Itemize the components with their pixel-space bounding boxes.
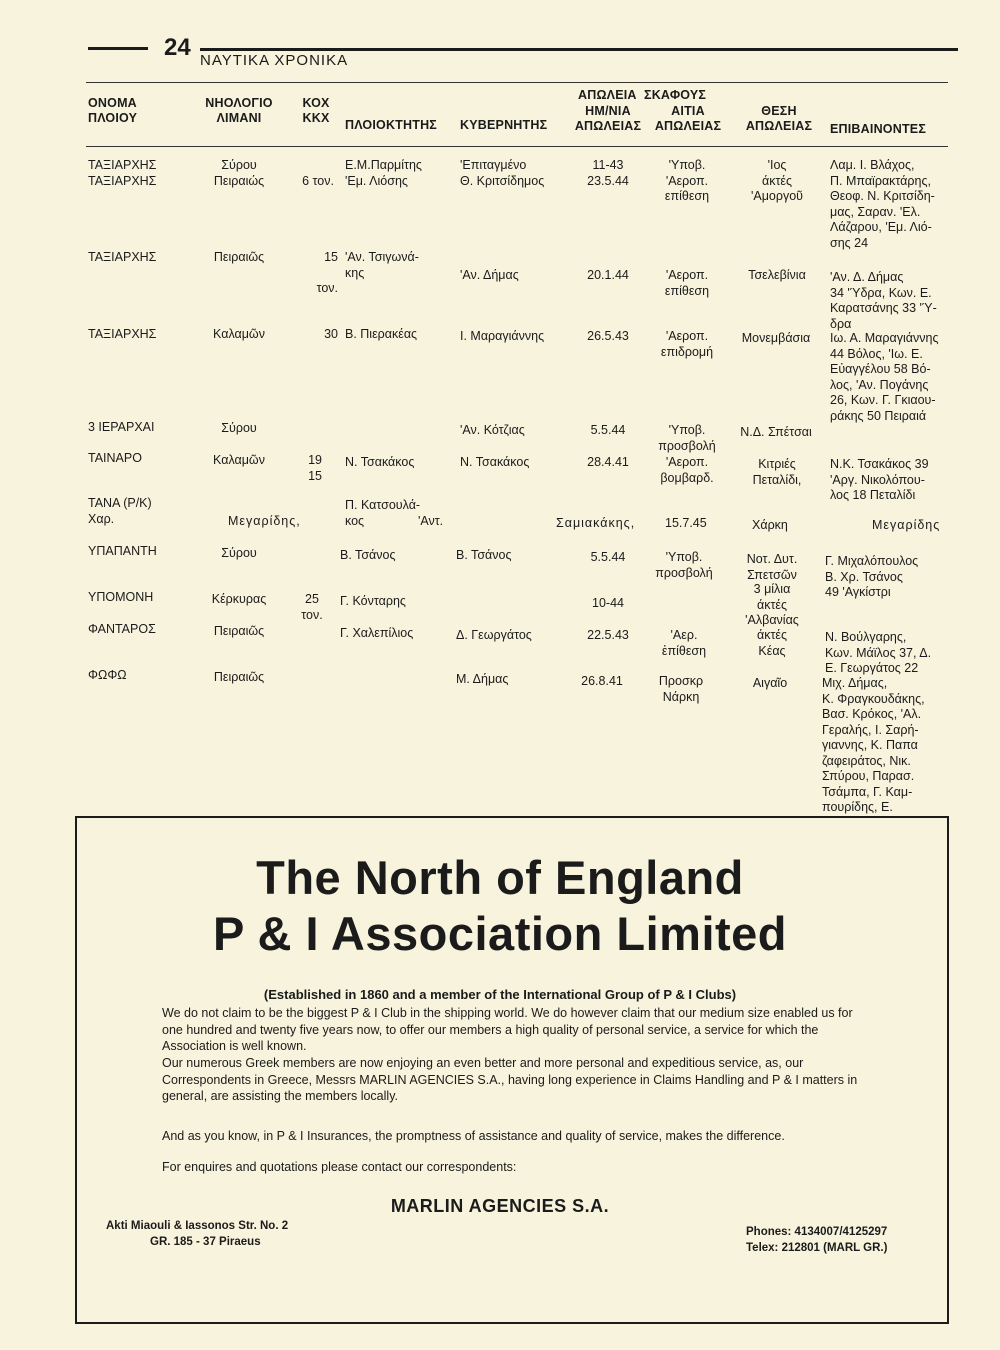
- row-7-date: 10-44: [592, 596, 624, 610]
- row-1-registry: Πειραιῶς: [213, 250, 265, 264]
- row-4-cause: 'Αεροπ. βομβαρδ.: [660, 455, 714, 485]
- page-header: [88, 34, 958, 70]
- page-number: 24: [164, 34, 191, 61]
- row-3-captain: 'Αν. Κότζιας: [460, 423, 525, 437]
- row-4-registry: Καλαμῶν: [213, 453, 265, 467]
- row-9-registry: Πειραιῶς: [213, 670, 265, 684]
- row-5-date: 15.7.45: [665, 516, 707, 530]
- row-1-location: Τσελεβίνια: [748, 268, 806, 282]
- row-4-owner: Ν. Τσακάκος: [345, 455, 415, 469]
- row-7-name: ΥΠΟΜΟΝΗ: [88, 590, 154, 604]
- ad-paragraph-3: And as you know, in P & I Insurances, the promptness of assistance and quality of service, makes the difference.: [162, 1129, 785, 1143]
- row-8-location: άκτές Κέας: [756, 628, 787, 658]
- table-header-rule: [86, 146, 948, 147]
- row-7-owner: Γ. Κόνταρης: [340, 594, 406, 608]
- col-header-captain: ΚΥΒΕΡΝΗΤΗΣ: [460, 118, 548, 132]
- row-8-date: 22.5.43: [587, 628, 629, 642]
- row-0-tonnage: 6 τον.: [302, 173, 334, 188]
- row-6-registry: Σύρου: [221, 546, 257, 560]
- row-5-location: Χάρκη: [752, 518, 788, 532]
- row-3-name: 3 ΙΕΡΑΡΧΑΙ: [88, 420, 155, 434]
- row-4-captain: Ν. Τσακάκος: [460, 455, 530, 469]
- ad-title-line1: The North of England: [256, 851, 744, 904]
- table-top-rule: [86, 82, 948, 83]
- publication-title: ΝΑΥΤΙΚΑ ΧΡΟΝΙΚΑ: [200, 52, 349, 69]
- row-9-name: ΦΩΦΩ: [88, 668, 127, 682]
- row-9-location: Αιγαῖο: [752, 676, 788, 690]
- row-1-owner: 'Αν. Τσιγωνά- κης: [345, 250, 419, 280]
- row-9-captain: Μ. Δήμας: [456, 672, 509, 686]
- row-4-date: 28.4.41: [587, 455, 629, 469]
- row-0-captain: 'Επιταγμένο Θ. Κριτσίδημος: [460, 158, 545, 188]
- ad-title-line2: P & I Association Limited: [213, 907, 787, 960]
- row-8-owner: Γ. Χαλεπίλιος: [340, 626, 414, 640]
- header-rule-left: [88, 47, 148, 50]
- row-5-crew: Μεγαρίδης: [872, 518, 941, 532]
- row-5-cause: Σαμιακάκης,: [556, 516, 636, 530]
- row-2-registry: Καλαμῶν: [213, 327, 265, 341]
- row-8-crew: Ν. Βούλγαρης, Κων. Μάϊλος 37, Δ. Ε. Γεωργάτος 22: [825, 630, 932, 675]
- ad-paragraph-4: For enquires and quotations please contact our correspondents:: [162, 1160, 517, 1174]
- row-5-name: ΤΑΝΑ (Ρ/Κ) Χαρ.: [88, 496, 152, 526]
- row-0-owner: Ε.Μ.Παρμίτης 'Εμ. Λιόσης: [345, 158, 422, 188]
- row-1-captain: 'Αν. Δήμας: [460, 268, 519, 282]
- col-header-tonnage: ΚΟΧ ΚΚΧ: [302, 96, 330, 125]
- row-1-name: ΤΑΞΙΑΡΧΗΣ: [88, 250, 157, 264]
- col-header-owner: ΠΛΟΙΟΚΤΗΤΗΣ: [345, 118, 438, 132]
- row-2-cause: 'Αεροπ. επιδρομή: [660, 329, 714, 359]
- row-1-tonnage: 15 τον.: [316, 250, 338, 295]
- col-header-crew: ΕΠΙΒΑΙΝΟΝΤΕΣ: [830, 122, 927, 136]
- row-5-owner: Π. Κατσουλά- κος: [345, 498, 421, 528]
- col-header-registry: ΝΗΟΛΟΓΙΟ ΛΙΜΑΝΙ: [205, 96, 273, 125]
- row-2-tonnage: 30: [324, 327, 338, 341]
- ad-company-name: MARLIN AGENCIES S.A.: [390, 1196, 610, 1216]
- row-2-location: Μονεμβάσια: [741, 331, 811, 345]
- row-2-captain: Ι. Μαραγιάννης: [460, 329, 545, 343]
- row-9-crew: Μιχ. Δήμας, Κ. Φραγκουδάκης, Βασ. Κρόκος, 'Αλ. Γεραλής, Ι. Σαρή- γιαννης, Κ. Παπα ζαφειράτος, Νικ. Σπύρου, Παρασ. Τσάμπα, Γ. Καμ- πουρίδης, Ε.: [822, 676, 925, 814]
- header-rule-right: [200, 48, 958, 51]
- row-0-name: ΤΑΞΙΑΡΧΗΣ ΤΑΞΙΑΡΧΗΣ: [88, 158, 157, 188]
- row-0-location: 'Ιος άκτές 'Αμοργοῦ: [750, 158, 804, 203]
- row-4-location: Κιτριές Πεταλίδι,: [752, 457, 802, 487]
- ad-paragraph-2: Our numerous Greek members are now enjoying an even better and more personal and expeditious service, as, our Correspondents in Greece, Messrs MARLIN AGENCIES S.A., having long experience in Claims Handling and P & I matters in general, are assisting the members locally.: [162, 1056, 858, 1103]
- row-1-cause: 'Αεροπ. επίθεση: [664, 268, 710, 298]
- row-9-date: 26.8.41: [581, 674, 623, 688]
- ad-telex: Telex: 212801 (MARL GR.): [746, 1242, 888, 1254]
- row-2-date: 26.5.43: [587, 329, 629, 343]
- row-6-cause: 'Υποβ. προσβολή: [655, 550, 713, 580]
- row-6-owner: Β. Τσάνος: [340, 548, 396, 562]
- ad-address-line1: Akti Miaouli & Iassonos Str. No. 2: [106, 1220, 289, 1232]
- row-5-registry: Μεγαρίδης,: [228, 514, 301, 528]
- row-8-name: ΦΑΝΤΑΡΟΣ: [88, 622, 156, 636]
- col-header-location: ΘΕΣΗ ΑΠΩΛΕΙΑΣ: [745, 104, 813, 133]
- row-3-date: 5.5.44: [590, 423, 626, 437]
- row-0-crew: Λαμ. Ι. Βλάχος, Π. Μπαϊρακτάρης, Θεοφ. Ν. Κριτσίδη- μας, Σαραν. 'Ελ. Λάζαρου, 'Εμ. Λιό- σης 24: [830, 158, 935, 250]
- row-4-name: ΤΑΙΝΑΡΟ: [88, 451, 142, 465]
- row-5-captain: 'Αντ.: [418, 514, 444, 528]
- row-8-registry: Πειραιῶς: [213, 624, 265, 638]
- row-7-location: 3 μίλια άκτές 'Αλβανίας: [745, 582, 799, 627]
- row-6-date: 5.5.44: [590, 550, 626, 564]
- row-0-date: 11-43 23.5.44: [587, 158, 629, 188]
- row-3-cause: 'Υποβ. προσβολή: [658, 423, 716, 453]
- row-6-location: Νοτ. Δυτ. Σπετσῶν: [746, 552, 798, 582]
- col-header-loss-group: ΑΠΩΛΕΙΑ ΣΚΑΦΟΥΣ: [578, 88, 707, 102]
- row-7-registry: Κέρκυρας: [211, 592, 267, 606]
- row-4-crew: Ν.Κ. Τσακάκος 39 'Αργ. Νικολόπου- λος 18 Πεταλίδι: [830, 457, 929, 502]
- row-1-crew: 'Αν. Δ. Δήμας 34 'Ύδρα, Κων. Ε. Καρατσάνης 33 'Ύ- δρα: [830, 270, 937, 331]
- row-8-cause: 'Αερ. ἐπίθεση: [661, 628, 707, 658]
- col-header-name: ΟΝΟΜΑ ΠΛΟΙΟΥ: [88, 96, 138, 125]
- ad-address-line2: GR. 185 - 37 Piraeus: [150, 1236, 261, 1248]
- row-2-crew: Ιω. Α. Μαραγιάννης 44 Βόλος, 'Ιω. Ε. Εὐαγγέλου 58 Βό- λος, 'Αν. Πογάνης 26, Κων. Γ. Γκιαου- ράκης 50 Πειραιά: [830, 331, 939, 423]
- row-6-captain: Β. Τσάνος: [456, 548, 512, 562]
- row-3-location: Ν.Δ. Σπέτσαι: [740, 425, 812, 439]
- col-header-date: ΗΜ/ΝΙΑ ΑΠΩΛΕΙΑΣ: [574, 104, 642, 133]
- row-2-owner: Β. Πιερακέας: [345, 327, 418, 341]
- ad-paragraph-1: We do not claim to be the biggest P & I Club in the shipping world. We do however claim that our medium size enabled us for one hundred and twenty five years now, to offer our members a high quality of personal service, a service for which the Association is well known.: [162, 1006, 853, 1053]
- row-8-captain: Δ. Γεωργάτος: [456, 628, 532, 642]
- row-6-crew: Γ. Μιχαλόπουλος Β. Χρ. Τσάνος 49 'Αγκίστρι: [825, 554, 919, 599]
- row-1-date: 20.1.44: [587, 268, 629, 282]
- row-2-name: ΤΑΞΙΑΡΧΗΣ: [88, 327, 157, 341]
- col-header-cause: ΑΙΤΙΑ ΑΠΩΛΕΙΑΣ: [654, 104, 722, 133]
- row-4-tonnage: 19 15: [308, 453, 322, 483]
- row-7-tonnage: 25 τον.: [301, 592, 323, 622]
- row-9-cause: Προσκρ Νάρκη: [658, 674, 704, 704]
- row-3-registry: Σύρου: [221, 421, 257, 435]
- ad-phones: Phones: 4134007/4125297: [746, 1226, 888, 1238]
- row-0-registry: Σύρου Πειραιώς: [213, 158, 265, 188]
- ad-subtitle: (Established in 1860 and a member of the International Group of P & I Clubs): [263, 987, 737, 1002]
- row-0-cause: 'Υποβ. 'Αεροπ. επίθεση: [664, 158, 710, 203]
- row-6-name: ΥΠΑΠΑΝΤΗ: [88, 544, 157, 558]
